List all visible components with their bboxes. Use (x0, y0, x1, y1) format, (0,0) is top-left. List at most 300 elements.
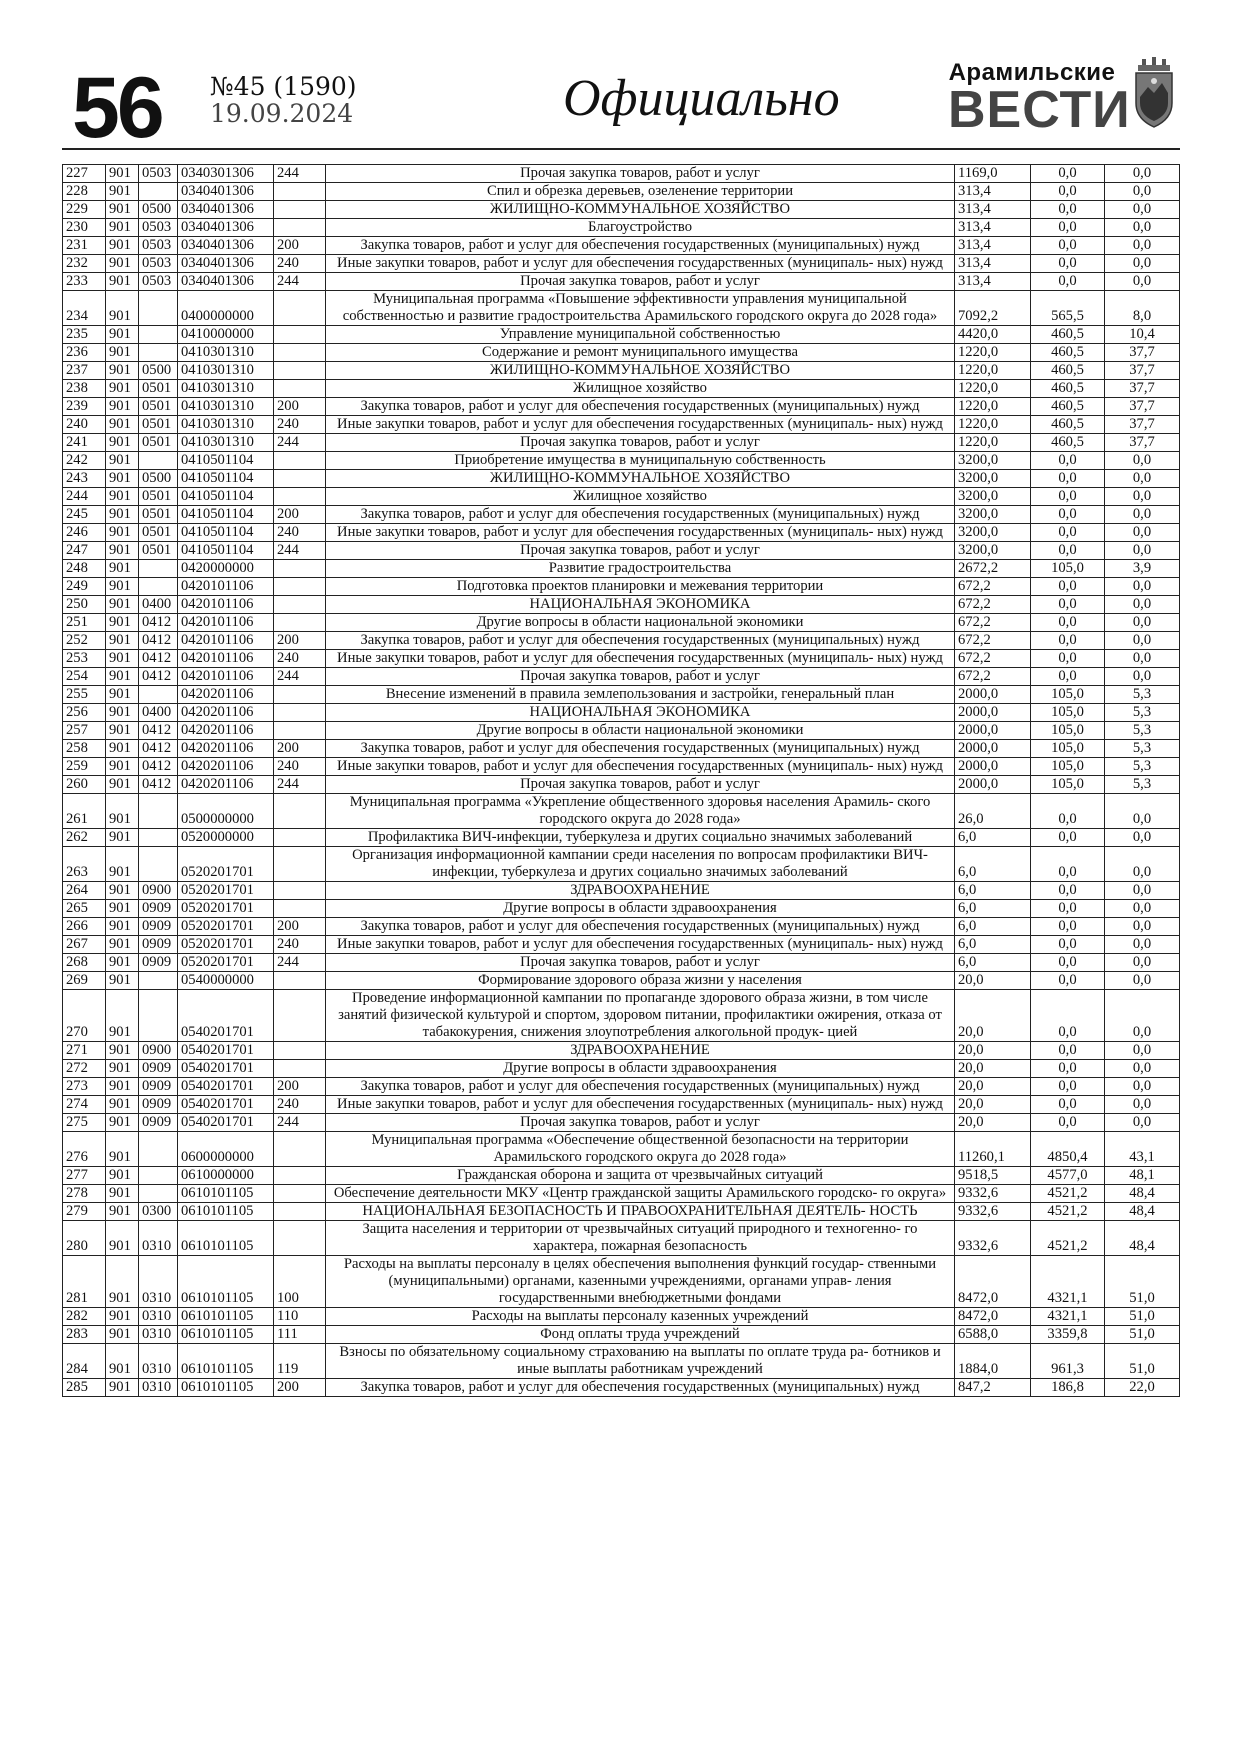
section-code: 0310 (139, 1221, 178, 1256)
table-row (63, 882, 1180, 900)
item-name: Защита населения и территории от чрезвычайных ситуаций природного и техногенно- го характера, пожарная безопасность (326, 1221, 955, 1256)
section-code: 0501 (139, 524, 178, 542)
row-number: 249 (63, 578, 106, 596)
percent-executed: 51,0 (1105, 1256, 1180, 1308)
percent-executed: 0,0 (1105, 847, 1180, 882)
table-row (63, 255, 1180, 273)
percent-executed: 0,0 (1105, 900, 1180, 918)
executed-amount: 0,0 (1031, 578, 1105, 596)
row-number: 246 (63, 524, 106, 542)
item-name: Закупка товаров, работ и услуг для обеспечения государственных (муниципальных) нужд (326, 506, 955, 524)
target-article: 0420201106 (178, 740, 274, 758)
admin-code: 901 (106, 1203, 139, 1221)
row-number: 242 (63, 452, 106, 470)
item-name: Содержание и ремонт муниципального имущества (326, 344, 955, 362)
percent-executed: 48,4 (1105, 1221, 1180, 1256)
table-row (63, 201, 1180, 219)
target-article: 0610101105 (178, 1221, 274, 1256)
section-code (139, 560, 178, 578)
section-code: 0909 (139, 954, 178, 972)
target-article: 0410301310 (178, 416, 274, 434)
plan-amount: 313,4 (955, 201, 1031, 219)
expense-type: 200 (274, 1078, 326, 1096)
logo-line-1: Арамильские (948, 59, 1116, 86)
executed-amount: 0,0 (1031, 219, 1105, 237)
section-code (139, 183, 178, 201)
target-article: 0340401306 (178, 237, 274, 255)
plan-amount: 7092,2 (955, 291, 1031, 326)
item-name: Проведение информационной кампании по пропаганде здорового образа жизни, в том числе занятий физической культурой и спортом, здоровом питании, профилактики ожирения, отказа от табакокурения, снижения злоупотребления алкогольной продук- цией (326, 990, 955, 1042)
admin-code: 901 (106, 416, 139, 434)
target-article: 0520201701 (178, 900, 274, 918)
plan-amount: 3200,0 (955, 524, 1031, 542)
admin-code: 901 (106, 273, 139, 291)
section-code: 0909 (139, 1078, 178, 1096)
executed-amount: 460,5 (1031, 362, 1105, 380)
executed-amount: 0,0 (1031, 918, 1105, 936)
issue-number: №45 (1590) (210, 72, 357, 101)
percent-executed: 0,0 (1105, 596, 1180, 614)
section-code: 0310 (139, 1308, 178, 1326)
executed-amount: 4521,2 (1031, 1203, 1105, 1221)
expense-type: 244 (274, 434, 326, 452)
percent-executed: 0,0 (1105, 578, 1180, 596)
executed-amount: 0,0 (1031, 650, 1105, 668)
expense-type: 240 (274, 758, 326, 776)
expense-type (274, 829, 326, 847)
percent-executed: 0,0 (1105, 1096, 1180, 1114)
admin-code: 901 (106, 578, 139, 596)
admin-code: 901 (106, 596, 139, 614)
admin-code: 901 (106, 918, 139, 936)
plan-amount: 20,0 (955, 1078, 1031, 1096)
table-row (63, 1221, 1180, 1256)
plan-amount: 1220,0 (955, 344, 1031, 362)
executed-amount: 565,5 (1031, 291, 1105, 326)
item-name: Иные закупки товаров, работ и услуг для обеспечения государственных (муниципаль- ных) нужд (326, 1096, 955, 1114)
target-article: 0420101106 (178, 668, 274, 686)
item-name: ЗДРАВООХРАНЕНИЕ (326, 1042, 955, 1060)
section-code: 0503 (139, 255, 178, 273)
expense-type (274, 972, 326, 990)
executed-amount: 3359,8 (1031, 1326, 1105, 1344)
plan-amount: 2000,0 (955, 686, 1031, 704)
expense-type (274, 344, 326, 362)
expense-type (274, 470, 326, 488)
expense-type (274, 990, 326, 1042)
item-name: Прочая закупка товаров, работ и услуг (326, 273, 955, 291)
section-code: 0501 (139, 416, 178, 434)
executed-amount: 105,0 (1031, 704, 1105, 722)
table-row (63, 1132, 1180, 1167)
section-code: 0412 (139, 614, 178, 632)
percent-executed: 0,0 (1105, 542, 1180, 560)
admin-code: 901 (106, 1344, 139, 1379)
table-row (63, 918, 1180, 936)
row-number: 258 (63, 740, 106, 758)
target-article: 0340401306 (178, 183, 274, 201)
admin-code: 901 (106, 704, 139, 722)
expense-type (274, 1132, 326, 1167)
executed-amount: 0,0 (1031, 273, 1105, 291)
section-code: 0400 (139, 704, 178, 722)
section-code: 0501 (139, 506, 178, 524)
table-row (63, 1203, 1180, 1221)
plan-amount: 9332,6 (955, 1203, 1031, 1221)
item-name: Прочая закупка товаров, работ и услуг (326, 668, 955, 686)
executed-amount: 0,0 (1031, 900, 1105, 918)
section-code: 0412 (139, 758, 178, 776)
section-code (139, 794, 178, 829)
percent-executed: 0,0 (1105, 255, 1180, 273)
section-code: 0400 (139, 596, 178, 614)
expense-type: 110 (274, 1308, 326, 1326)
admin-code: 901 (106, 1096, 139, 1114)
row-number: 244 (63, 488, 106, 506)
section-code (139, 452, 178, 470)
item-name: НАЦИОНАЛЬНАЯ ЭКОНОМИКА (326, 596, 955, 614)
admin-code: 901 (106, 740, 139, 758)
executed-amount: 0,0 (1031, 183, 1105, 201)
table-row (63, 596, 1180, 614)
executed-amount: 0,0 (1031, 596, 1105, 614)
expense-type (274, 1185, 326, 1203)
plan-amount: 6,0 (955, 882, 1031, 900)
section-code: 0503 (139, 237, 178, 255)
item-name: Приобретение имущества в муниципальную собственность (326, 452, 955, 470)
percent-executed: 0,0 (1105, 990, 1180, 1042)
target-article: 0420201106 (178, 722, 274, 740)
row-number: 231 (63, 237, 106, 255)
admin-code: 901 (106, 847, 139, 882)
expense-type: 240 (274, 255, 326, 273)
plan-amount: 672,2 (955, 632, 1031, 650)
row-number: 277 (63, 1167, 106, 1185)
admin-code: 901 (106, 434, 139, 452)
admin-code: 901 (106, 506, 139, 524)
item-name: Прочая закупка товаров, работ и услуг (326, 954, 955, 972)
admin-code: 901 (106, 219, 139, 237)
executed-amount: 0,0 (1031, 1060, 1105, 1078)
row-number: 266 (63, 918, 106, 936)
expense-type (274, 1203, 326, 1221)
plan-amount: 20,0 (955, 972, 1031, 990)
percent-executed: 0,0 (1105, 632, 1180, 650)
target-article: 0520201701 (178, 936, 274, 954)
row-number: 261 (63, 794, 106, 829)
expense-type: 244 (274, 165, 326, 183)
expense-type: 244 (274, 776, 326, 794)
table-row (63, 1114, 1180, 1132)
plan-amount: 2000,0 (955, 722, 1031, 740)
item-name: Иные закупки товаров, работ и услуг для обеспечения государственных (муниципаль- ных) нужд (326, 936, 955, 954)
admin-code: 901 (106, 488, 139, 506)
expense-type: 111 (274, 1326, 326, 1344)
item-name: Жилищное хозяйство (326, 380, 955, 398)
table-row (63, 452, 1180, 470)
item-name: Закупка товаров, работ и услуг для обеспечения государственных (муниципальных) нужд (326, 1379, 955, 1397)
admin-code: 901 (106, 470, 139, 488)
expense-type: 119 (274, 1344, 326, 1379)
item-name: Закупка товаров, работ и услуг для обеспечения государственных (муниципальных) нужд (326, 237, 955, 255)
executed-amount: 0,0 (1031, 954, 1105, 972)
executed-amount: 4850,4 (1031, 1132, 1105, 1167)
admin-code: 901 (106, 972, 139, 990)
percent-executed: 37,7 (1105, 398, 1180, 416)
row-number: 232 (63, 255, 106, 273)
target-article: 0420000000 (178, 560, 274, 578)
table-row (63, 488, 1180, 506)
plan-amount: 20,0 (955, 1060, 1031, 1078)
table-row (63, 740, 1180, 758)
target-article: 0610101105 (178, 1326, 274, 1344)
row-number: 234 (63, 291, 106, 326)
section-code: 0412 (139, 776, 178, 794)
row-number: 276 (63, 1132, 106, 1167)
plan-amount: 2000,0 (955, 758, 1031, 776)
expense-type: 200 (274, 1379, 326, 1397)
row-number: 271 (63, 1042, 106, 1060)
plan-amount: 3200,0 (955, 488, 1031, 506)
executed-amount: 0,0 (1031, 847, 1105, 882)
target-article: 0610101105 (178, 1308, 274, 1326)
expense-type: 240 (274, 650, 326, 668)
plan-amount: 11260,1 (955, 1132, 1031, 1167)
section-code (139, 291, 178, 326)
row-number: 282 (63, 1308, 106, 1326)
admin-code: 901 (106, 326, 139, 344)
plan-amount: 2000,0 (955, 776, 1031, 794)
item-name: Другие вопросы в области здравоохранения (326, 900, 955, 918)
target-article: 0410501104 (178, 452, 274, 470)
section-code: 0909 (139, 1114, 178, 1132)
target-article: 0410301310 (178, 380, 274, 398)
expense-type (274, 900, 326, 918)
row-number: 279 (63, 1203, 106, 1221)
expense-type (274, 560, 326, 578)
admin-code: 901 (106, 362, 139, 380)
expense-type (274, 722, 326, 740)
table-row (63, 578, 1180, 596)
expense-type: 240 (274, 524, 326, 542)
executed-amount: 105,0 (1031, 758, 1105, 776)
admin-code: 901 (106, 1256, 139, 1308)
executed-amount: 0,0 (1031, 524, 1105, 542)
target-article: 0420201106 (178, 686, 274, 704)
expense-type: 200 (274, 237, 326, 255)
plan-amount: 2000,0 (955, 704, 1031, 722)
target-article: 0540201701 (178, 990, 274, 1042)
target-article: 0410501104 (178, 542, 274, 560)
item-name: Иные закупки товаров, работ и услуг для обеспечения государственных (муниципаль- ных) нужд (326, 758, 955, 776)
table-row (63, 990, 1180, 1042)
item-name: Закупка товаров, работ и услуг для обеспечения государственных (муниципальных) нужд (326, 398, 955, 416)
percent-executed: 51,0 (1105, 1326, 1180, 1344)
section-code (139, 990, 178, 1042)
section-code: 0500 (139, 470, 178, 488)
percent-executed: 0,0 (1105, 1042, 1180, 1060)
table-row (63, 1344, 1180, 1379)
percent-executed: 0,0 (1105, 954, 1180, 972)
percent-executed: 37,7 (1105, 344, 1180, 362)
percent-executed: 0,0 (1105, 972, 1180, 990)
section-code: 0310 (139, 1326, 178, 1344)
target-article: 0610000000 (178, 1167, 274, 1185)
section-code (139, 578, 178, 596)
executed-amount: 0,0 (1031, 1096, 1105, 1114)
expense-type: 244 (274, 542, 326, 560)
plan-amount: 20,0 (955, 1042, 1031, 1060)
row-number: 248 (63, 560, 106, 578)
plan-amount: 313,4 (955, 273, 1031, 291)
plan-amount: 26,0 (955, 794, 1031, 829)
table-row (63, 273, 1180, 291)
row-number: 237 (63, 362, 106, 380)
expense-type: 244 (274, 1114, 326, 1132)
plan-amount: 6,0 (955, 829, 1031, 847)
admin-code: 901 (106, 650, 139, 668)
percent-executed: 0,0 (1105, 936, 1180, 954)
row-number: 238 (63, 380, 106, 398)
plan-amount: 313,4 (955, 237, 1031, 255)
percent-executed: 0,0 (1105, 452, 1180, 470)
expense-type: 200 (274, 740, 326, 758)
row-number: 247 (63, 542, 106, 560)
executed-amount: 4321,1 (1031, 1308, 1105, 1326)
item-name: Закупка товаров, работ и услуг для обеспечения государственных (муниципальных) нужд (326, 740, 955, 758)
percent-executed: 0,0 (1105, 237, 1180, 255)
percent-executed: 43,1 (1105, 1132, 1180, 1167)
item-name: Спил и обрезка деревьев, озеленение территории (326, 183, 955, 201)
table-row (63, 398, 1180, 416)
percent-executed: 0,0 (1105, 219, 1180, 237)
table-row (63, 219, 1180, 237)
row-number: 257 (63, 722, 106, 740)
plan-amount: 1220,0 (955, 398, 1031, 416)
percent-executed: 0,0 (1105, 614, 1180, 632)
section-code: 0909 (139, 918, 178, 936)
section-code: 0909 (139, 1096, 178, 1114)
percent-executed: 10,4 (1105, 326, 1180, 344)
item-name: Взносы по обязательному социальному страхованию на выплаты по оплате труда ра- ботников и иные выплаты работникам учреждений (326, 1344, 955, 1379)
plan-amount: 6,0 (955, 918, 1031, 936)
item-name: Организация информационной кампании среди населения по вопросам профилактики ВИЧ-инфекции, туберкулеза и других социально значимых заболеваний (326, 847, 955, 882)
percent-executed: 5,3 (1105, 758, 1180, 776)
row-number: 265 (63, 900, 106, 918)
expense-type (274, 686, 326, 704)
executed-amount: 105,0 (1031, 722, 1105, 740)
item-name: Расходы на выплаты персоналу казенных учреждений (326, 1308, 955, 1326)
row-number: 272 (63, 1060, 106, 1078)
admin-code: 901 (106, 344, 139, 362)
item-name: Муниципальная программа «Обеспечение общественной безопасности на территории Арамильского городского округа до 2028 года» (326, 1132, 955, 1167)
plan-amount: 20,0 (955, 1096, 1031, 1114)
table-row (63, 542, 1180, 560)
target-article: 0420101106 (178, 614, 274, 632)
section-code: 0412 (139, 632, 178, 650)
admin-code: 901 (106, 632, 139, 650)
section-code: 0300 (139, 1203, 178, 1221)
executed-amount: 0,0 (1031, 829, 1105, 847)
executed-amount: 0,0 (1031, 506, 1105, 524)
target-article: 0540201701 (178, 1096, 274, 1114)
executed-amount: 460,5 (1031, 434, 1105, 452)
percent-executed: 51,0 (1105, 1308, 1180, 1326)
expense-type (274, 488, 326, 506)
target-article: 0410301310 (178, 398, 274, 416)
target-article: 0520201701 (178, 847, 274, 882)
target-article: 0520201701 (178, 882, 274, 900)
table-row (63, 1167, 1180, 1185)
admin-code: 901 (106, 542, 139, 560)
target-article: 0410501104 (178, 524, 274, 542)
percent-executed: 0,0 (1105, 470, 1180, 488)
page-header (70, 55, 1180, 156)
plan-amount: 6,0 (955, 847, 1031, 882)
row-number: 267 (63, 936, 106, 954)
admin-code: 901 (106, 398, 139, 416)
plan-amount: 1884,0 (955, 1344, 1031, 1379)
executed-amount: 0,0 (1031, 990, 1105, 1042)
target-article: 0410301310 (178, 362, 274, 380)
percent-executed: 5,3 (1105, 704, 1180, 722)
item-name: Прочая закупка товаров, работ и услуг (326, 542, 955, 560)
table-row (63, 722, 1180, 740)
table-row (63, 794, 1180, 829)
item-name: Иные закупки товаров, работ и услуг для обеспечения государственных (муниципаль- ных) нужд (326, 416, 955, 434)
table-row (63, 434, 1180, 452)
row-number: 285 (63, 1379, 106, 1397)
section-code: 0900 (139, 1042, 178, 1060)
plan-amount: 3200,0 (955, 470, 1031, 488)
row-number: 253 (63, 650, 106, 668)
executed-amount: 0,0 (1031, 1114, 1105, 1132)
percent-executed: 48,1 (1105, 1167, 1180, 1185)
table-row (63, 506, 1180, 524)
percent-executed: 0,0 (1105, 1078, 1180, 1096)
executed-amount: 460,5 (1031, 398, 1105, 416)
expense-type: 200 (274, 506, 326, 524)
section-code (139, 686, 178, 704)
table-row (63, 1042, 1180, 1060)
plan-amount: 4420,0 (955, 326, 1031, 344)
section-code: 0500 (139, 201, 178, 219)
executed-amount: 0,0 (1031, 488, 1105, 506)
plan-amount: 672,2 (955, 668, 1031, 686)
admin-code: 901 (106, 686, 139, 704)
item-name: Профилактика ВИЧ-инфекции, туберкулеза и других социально значимых заболеваний (326, 829, 955, 847)
target-article: 0610101105 (178, 1203, 274, 1221)
table-row (63, 900, 1180, 918)
expense-type (274, 452, 326, 470)
admin-code: 901 (106, 1078, 139, 1096)
executed-amount: 0,0 (1031, 632, 1105, 650)
table-row (63, 1185, 1180, 1203)
row-number: 270 (63, 990, 106, 1042)
item-name: Подготовка проектов планировки и межевания территории (326, 578, 955, 596)
expense-type: 100 (274, 1256, 326, 1308)
plan-amount: 9518,5 (955, 1167, 1031, 1185)
plan-amount: 8472,0 (955, 1256, 1031, 1308)
section-code: 0900 (139, 882, 178, 900)
item-name: ЖИЛИЩНО-КОММУНАЛЬНОЕ ХОЗЯЙСТВО (326, 362, 955, 380)
table-row (63, 165, 1180, 183)
admin-code: 901 (106, 900, 139, 918)
section-code: 0501 (139, 434, 178, 452)
row-number: 245 (63, 506, 106, 524)
target-article: 0540201701 (178, 1042, 274, 1060)
item-name: Прочая закупка товаров, работ и услуг (326, 165, 955, 183)
